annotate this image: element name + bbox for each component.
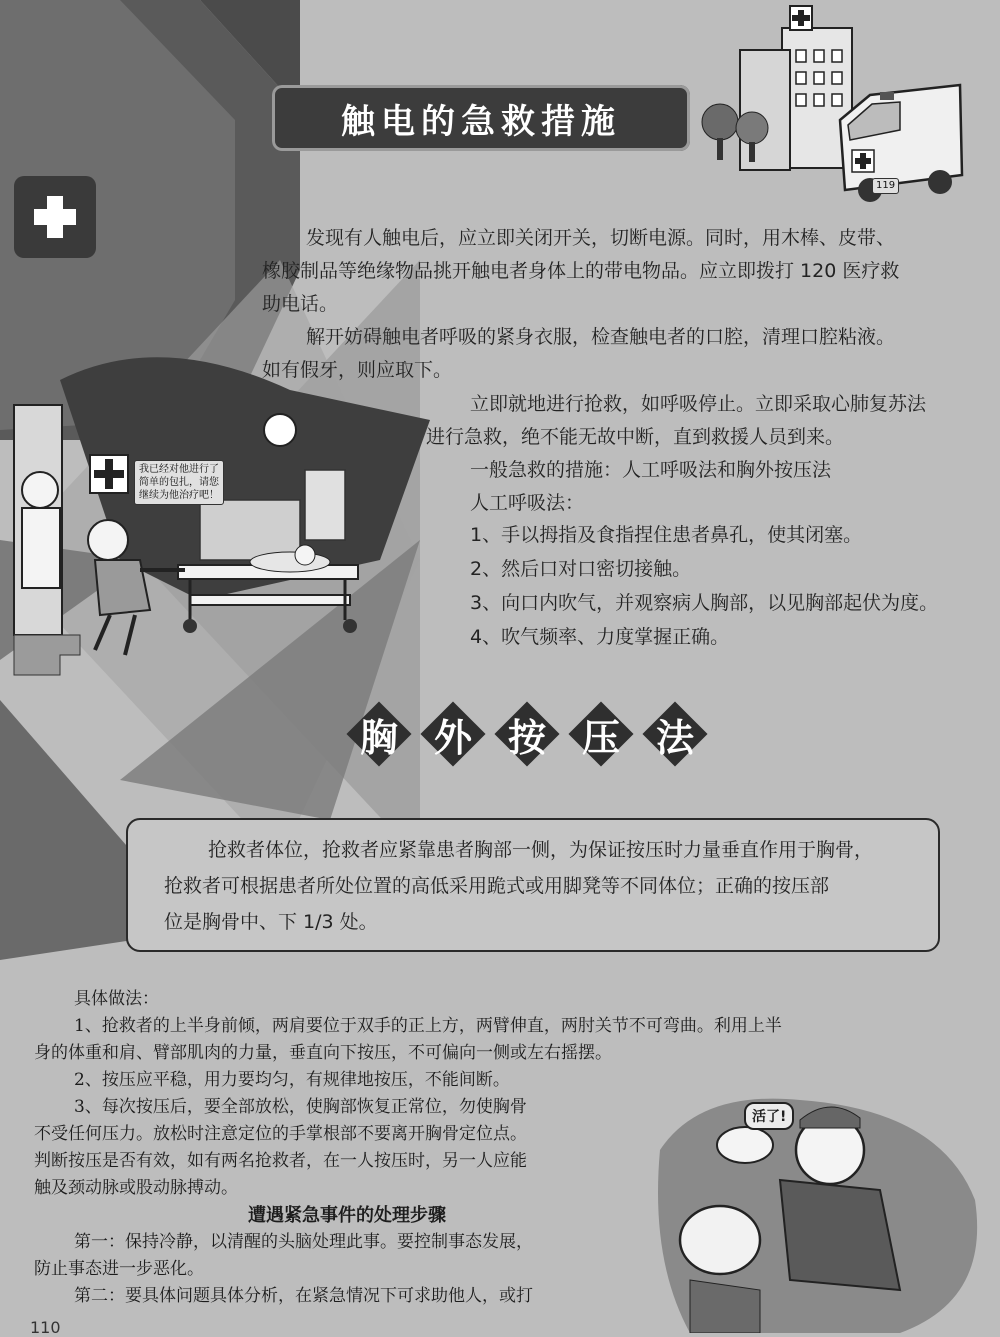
breathing-steps-list	[470, 518, 990, 654]
list-item: 3、向口内吹气，并观察病人胸部，以见胸部起伏为度。	[470, 592, 939, 614]
procedure-line: 判断按压是否有效，如有两名抢救者，在一人按压时，另一人应能	[34, 1151, 527, 1171]
procedure-line: 身的体重和肩、臂部肌肉的力量，垂直向下按压，不可偏向一侧或左右摇摆。	[34, 1043, 612, 1063]
revived-shout-bubble: 活了!	[744, 1102, 794, 1130]
title-diamond: 胸	[350, 705, 408, 763]
list-item: 2、然后口对口密切接触。	[470, 558, 692, 580]
procedure-line: 2、按压应平稳，用力要均匀，有规律地按压，不能间断。	[74, 1070, 510, 1090]
intro-line-3: 助电话。	[262, 293, 339, 315]
first-aid-cross-sign	[14, 176, 96, 258]
list-item: 4、吹气频率、力度掌握正确。	[470, 626, 730, 648]
procedure-line: 触及颈动脉或股动脉搏动。	[34, 1178, 238, 1198]
box-line-3: 位是胸骨中、下 1/3 处。	[164, 911, 378, 933]
procedure-text	[34, 986, 944, 1310]
box-line-2: 抢救者可根据患者所处位置的高低采用跪式或用脚凳等不同体位；正确的按压部	[164, 875, 830, 897]
emergency-line: 防止事态进一步恶化。	[34, 1259, 204, 1279]
emergency-line: 第二：要具体问题具体分析，在紧急情况下可求助他人，或打	[74, 1286, 533, 1306]
emergency-line: 第一：保持冷静，以清醒的头脑处理此事。要控制事态发展，	[74, 1232, 533, 1252]
steps-intro-line-4: 人工呼吸法：	[470, 492, 585, 514]
procedure-line: 不受任何压力。放松时注意定位的手掌根部不要离开胸骨定位点。	[34, 1124, 527, 1144]
box-line-1: 抢救者体位，抢救者应紧靠患者胸部一侧，为保证按压时力量垂直作用于胸骨，	[208, 839, 874, 861]
cross-icon	[14, 176, 96, 258]
steps-intro-line-1: 立即就地进行抢救，如呼吸停止。立即采取心肺复苏法	[470, 393, 927, 415]
intro-line-2: 橡胶制品等绝缘物品挑开触电者身体上的带电物品。应立即拨打 120 医疗救	[262, 260, 900, 282]
intro-line-4: 解开妨碍触电者呼吸的紧身衣服，检查触电者的口腔，清理口腔粘液。	[306, 326, 896, 348]
intro-paragraph	[262, 222, 982, 387]
rescuer-speech-bubble: 我已经对他进行了简单的包扎，请您继续为他治疗吧！	[134, 460, 224, 505]
title-diamond: 外	[424, 705, 482, 763]
ambulance-sign-text: 119	[872, 178, 899, 194]
rescuer-position-text	[164, 832, 924, 940]
cpr-section-title	[350, 705, 704, 763]
intro-line-5: 如有假牙，则应取下。	[262, 359, 453, 381]
title-diamond: 法	[646, 705, 704, 763]
steps-intro-line-3: 一般急救的措施：人工呼吸法和胸外按压法	[470, 459, 832, 481]
intro-line-1: 发现有人触电后，应立即关闭开关，切断电源。同时，用木棒、皮带、	[306, 227, 896, 249]
emergency-subheading: 遭遇紧急事件的处理步骤	[248, 1205, 446, 1226]
page-title: 触电的急救措施	[272, 85, 690, 151]
steps-intro-line-2: 进行急救，绝不能无故中断，直到救援人员到来。	[426, 426, 845, 448]
procedure-line: 1、抢救者的上半身前倾，两肩要位于双手的正上方，两臂伸直，两肘关节不可弯曲。利用上半	[74, 1016, 782, 1036]
title-diamond: 压	[572, 705, 630, 763]
title-diamond: 按	[498, 705, 556, 763]
hospital-illustration	[702, 6, 962, 202]
steps-intro	[426, 388, 966, 520]
page-number: 110	[30, 1318, 61, 1337]
procedure-heading: 具体做法：	[74, 989, 159, 1009]
procedure-line: 3、每次按压后，要全部放松，使胸部恢复正常位，勿使胸骨	[74, 1097, 527, 1117]
list-item: 1、手以拇指及食指捏住患者鼻孔，使其闭塞。	[470, 524, 863, 546]
